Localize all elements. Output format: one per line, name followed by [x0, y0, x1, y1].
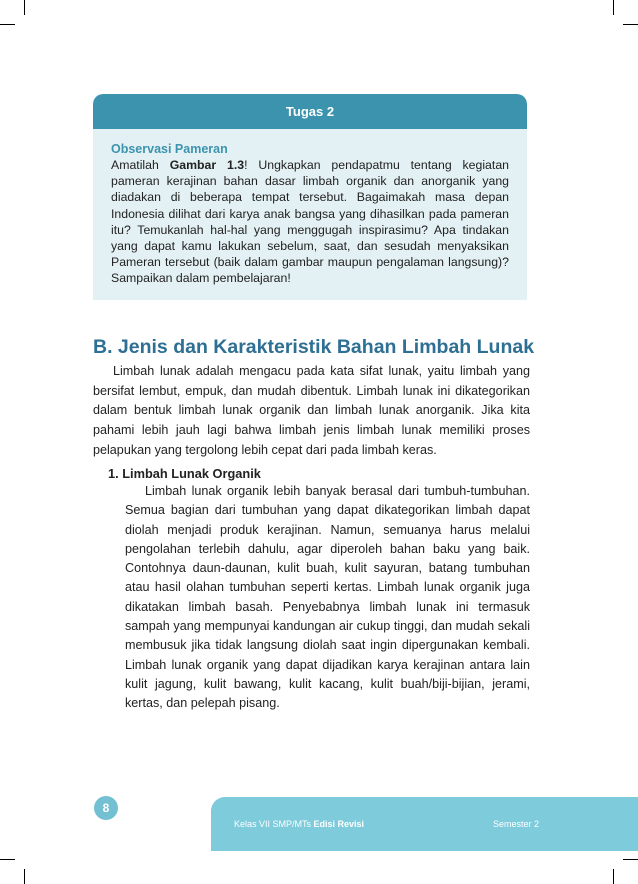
footer-book-edition: Edisi Revisi	[313, 819, 365, 829]
task-text-before: Amatilah	[111, 158, 170, 172]
crop-mark	[623, 859, 638, 860]
task-body	[93, 129, 527, 287]
task-text-after: ! Ungkapkan pendapatmu tentang kegiatan pameran kerajinan bahan dasar limbah organik dan anorganik yang diadakan di beberapa tempat tersebut. Bagaimakah masa depan Indonesia dilihat dari karya anak bangsa yang dihasilkan pada pameran itu? Temukanlah hal-hal yang menggugah inspirasimu? Apa tindakan yang dapat kamu lakukan sebelum, saat, dan sesudah menyaksikan Pameran tersebut (baik dalam gambar maupun pengalaman langsung)? Sampaikan dalam pembelajaran!	[111, 158, 509, 286]
crop-mark	[613, 869, 614, 884]
footer-book-prefix: Kelas VII SMP/MTs	[234, 819, 314, 829]
crop-mark	[623, 24, 638, 25]
footer-book-title	[234, 819, 364, 829]
section-paragraph: Limbah lunak adalah mengacu pada kata sifat lunak, yaitu limbah yang bersifat lembut, empuk, dan mudah dibentuk. Limbah lunak ini dikategorikan dalam bentuk limbah lunak organik dan limbah lunak anorganik. Jika kita pahami lebih jauh lagi bahwa limbah jenis limbah lunak memiliki proses pelapukan yang tergolong lebih cepat dari pada limbah keras.	[93, 364, 530, 457]
crop-mark	[0, 24, 15, 25]
crop-mark	[24, 0, 25, 15]
crop-mark	[0, 859, 15, 860]
task-box	[93, 94, 527, 300]
crop-mark	[613, 0, 614, 15]
section-title: B. Jenis dan Karakteristik Bahan Limbah Lunak	[93, 336, 535, 358]
page-number-badge: 8	[94, 796, 118, 820]
subsection-paragraph: Limbah lunak organik lebih banyak berasal dari tumbuh-tumbuhan. Semua bagian dari tumbuhan yang dapat dikategorikan limbah dapat diolah menjadi produk kerajinan. Namun, semuanya harus melalui pengolahan terlebih dahulu, agar diperoleh bahan baku yang baik. Contohnya daun-daunan, kulit buah, kulit sayuran, batang tumbuhan atau hasil olahan tumbuhan seperti kertas. Limbah lunak organik juga dikatakan limbah basah. Penyebabnya limbah lunak ini termasuk sampah yang mempunyai kandungan air cukup tinggi, dan mudah sekali membusuk jika tidak langsung diolah saat ingin dipergunakan kembali. Limbah lunak organik yang dapat dijadikan karya kerajinan antara lain kulit jagung, kulit bawang, kulit kacang, kulit buah/biji-bijian, jerami, kertas, dan pelepah pisang.	[125, 484, 530, 711]
subsection-heading: 1. Limbah Lunak Organik	[108, 466, 261, 481]
task-subtitle: Observasi Pameran	[111, 142, 228, 156]
task-title: Tugas 2	[93, 94, 527, 129]
task-text-figure-ref: Gambar 1.3	[169, 158, 245, 172]
task-text	[111, 157, 509, 287]
footer-bar	[211, 797, 638, 851]
footer-semester: Semester 2	[493, 819, 540, 829]
crop-mark	[24, 869, 25, 884]
